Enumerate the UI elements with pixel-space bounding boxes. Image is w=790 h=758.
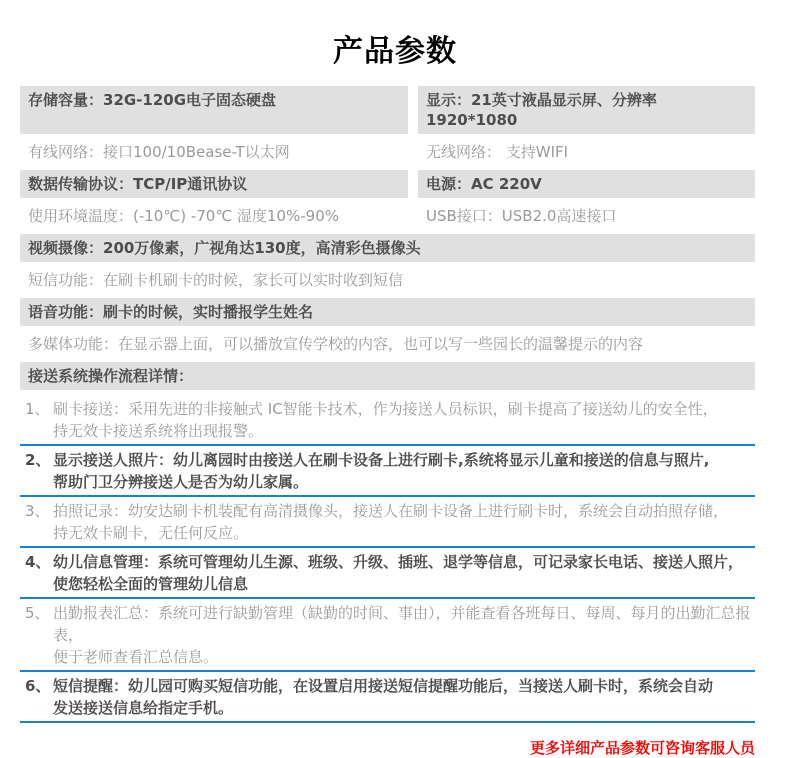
flow-list-header: 接送系统操作流程详情： [20,362,755,390]
page-title: 产品参数 [333,34,457,69]
flow-item-line1: 幼儿信息管理：系统可管理幼儿生源、班级、升级、插班、退学等信息，可记录家长电话、接送人照片， [53,553,744,571]
footer-note: 更多详细产品参数可咨询客服人员 [529,739,755,757]
spec-cell-wireless-network: 无线网络： 支持WIFI [426,143,569,161]
spec-row [20,298,755,326]
spec-cell-voice: 语音功能：刷卡的时候，实时播报学生姓名 [20,298,755,326]
spec-cell-power: 电源：AC 220V [418,170,755,198]
flow-item-number: 2、 [25,451,51,469]
spec-row [20,362,755,390]
flow-item-sms-reminder [20,672,755,723]
flow-item-line1: 显示接送人照片：幼儿离园时由接送人在刷卡设备上进行刷卡,系统将显示儿童和接送的信息与照片, [53,451,710,469]
flow-item-line2: 使您轻松全面的管理幼儿信息 [53,575,249,593]
flow-item-number: 1、 [25,400,50,418]
spec-cell-wired-network: 有线网络：接口100/10Bease-T以太网 [28,143,290,161]
flow-item-child-info [20,548,755,599]
spec-row [20,262,755,298]
spec-cell-environment: 使用环境温度：(-10℃) -70℃ 湿度10%-90% [28,207,340,225]
flow-item-line2: 便于老师查看汇总信息。 [53,648,219,666]
spec-row [20,86,755,134]
flow-item-line2: 发送接送信息给指定手机。 [53,699,234,717]
spec-cell-protocol: 数据传输协议：TCP/IP通讯协议 [20,170,408,198]
spec-cell-sms: 短信功能：在刷卡机刷卡的时候，家长可以实时收到短信 [28,271,404,289]
spec-row [20,134,755,170]
flow-item-number: 3、 [25,502,50,520]
flow-item-number: 5、 [25,604,50,622]
spec-row [20,326,755,362]
spec-cell-multimedia: 多媒体功能：在显示器上面，可以播放宣传学校的内容，也可以写一些园长的温馨提示的内容 [28,335,644,353]
flow-item-line2: 持无效卡刷卡，无任何反应。 [53,524,249,542]
flow-item-line2: 持无效卡接送系统将出现报警。 [53,422,264,440]
flow-list [20,395,755,723]
flow-item-photo-display [20,446,755,497]
flow-item-photo-record [20,497,755,548]
spec-row [20,198,755,234]
flow-item-line1: 短信提醒：幼儿园可购买短信功能，在设置启用接送短信提醒功能后，当接送人刷卡时，系统会自动 [53,677,714,695]
spec-cell-storage: 存储容量：32G-120G电子固态硬盘 [20,86,408,134]
spec-cell-camera: 视频摄像：200万像素，广视角达130度，高清彩色摄像头 [20,234,755,262]
spec-cell-display: 显示：21英寸液晶显示屏、分辨率1920*1080 [418,86,755,134]
flow-item-number: 6、 [25,677,51,695]
spec-row [20,234,755,262]
flow-item-attendance-report [20,599,755,672]
flow-item-line2: 帮助门卫分辨接送人是否为幼儿家属。 [53,473,309,491]
spec-row [20,170,755,198]
flow-item-card-pickup [20,395,755,446]
flow-item-line1: 刷卡接送：采用先进的非接触式 IC智能卡技术，作为接送人员标识，刷卡提高了接送幼儿的安全性， [53,400,718,418]
flow-item-line1: 拍照记录：幼安达刷卡机装配有高清摄像头，接送人在刷卡设备上进行刷卡时，系统会自动拍照存储， [53,502,729,520]
flow-item-number: 4、 [25,553,51,571]
flow-item-line1: 出勤报表汇总：系统可进行缺勤管理（缺勤的时间、事由），并能查看各班每日、每周、每月的出勤汇总报表， [53,604,751,644]
spec-table [20,86,755,390]
spec-cell-usb: USB接口：USB2.0高速接口 [426,207,617,225]
